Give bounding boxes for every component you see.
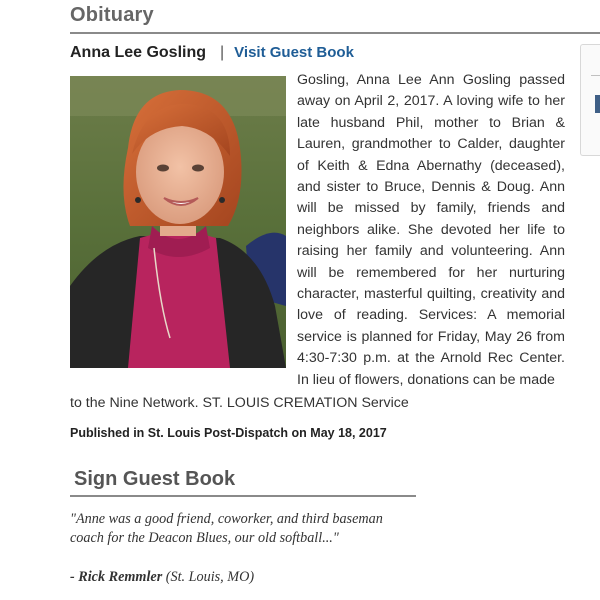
side-widget[interactable] — [580, 44, 600, 156]
name-row — [70, 44, 354, 66]
obituary-body: Gosling, Anna Lee Ann Gosling passed away on April 2, 2017. A loving wife to her late husband Phil, mother to Brian & Lauren, grandmother to Calder, daughter of Keith & Edna Abernathy (deceased), and sister to Bruce, Dennis & Doug. Ann will be missed by family, friends and neighbors alike. She devoted her life to raising her family and volunteering. Ann will be remembered for her nurturing character, masterful quilting, creativity and love of reading. Services: A memorial service is planned for Friday, May 26 from 4:30-7:30 p.m. at the Arnold Rec Center. In lieu of flowers, donations can be made — [297, 72, 565, 388]
author-location: (St. Louis, MO) — [162, 569, 255, 585]
page-title: Obituary — [70, 4, 154, 26]
guestbook-entry-author — [70, 569, 254, 586]
obituary-body-end: to the Nine Network. ST. LOUIS CREMATION Service — [70, 395, 409, 411]
guestbook-entry-text: "Anne was a good friend, coworker, and third baseman coach for the Deacon Blues, our old softball..." — [70, 511, 383, 546]
separator: | — [220, 44, 225, 61]
portrait-icon — [70, 76, 286, 368]
obituary-header — [70, 0, 600, 34]
deceased-name: Anna Lee Gosling — [70, 44, 207, 61]
published-notice: Published in St. Louis Post-Dispatch on May 18, 2017 — [70, 426, 387, 440]
side-widget-thumbnail[interactable] — [595, 95, 600, 113]
sign-guest-book-title[interactable]: Sign Guest Book — [74, 468, 236, 490]
author-prefix: - — [70, 569, 79, 585]
divider — [591, 75, 600, 76]
sign-guest-book-header — [70, 466, 416, 497]
visit-guest-book-link[interactable]: Visit Guest Book — [234, 44, 354, 61]
portrait-photo — [70, 76, 286, 368]
author-name: Rick Remmler — [78, 569, 163, 585]
